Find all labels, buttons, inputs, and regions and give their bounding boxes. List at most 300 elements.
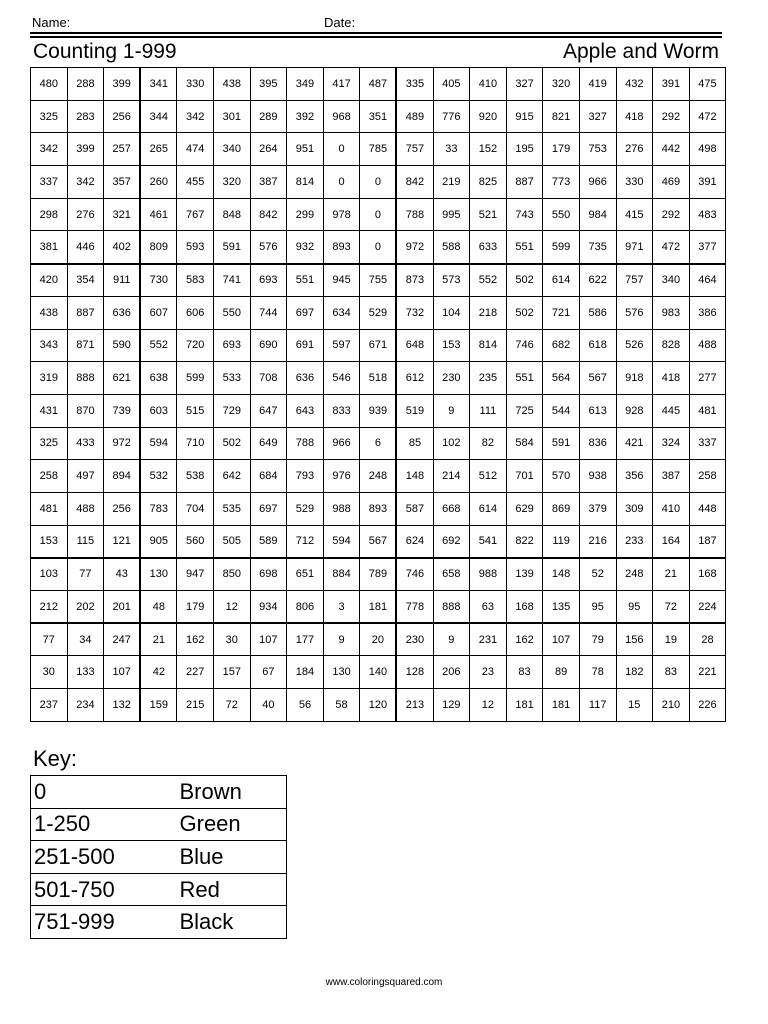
grid-cell[interactable]: 629: [506, 492, 543, 525]
grid-cell[interactable]: 77: [67, 558, 104, 591]
grid-cell[interactable]: 237: [31, 689, 68, 722]
grid-cell[interactable]: 735: [579, 231, 616, 264]
grid-cell[interactable]: 320: [213, 166, 250, 199]
grid-cell[interactable]: 153: [31, 525, 68, 558]
grid-cell[interactable]: 79: [579, 623, 616, 656]
grid-cell[interactable]: 83: [653, 656, 690, 689]
grid-cell[interactable]: 327: [579, 100, 616, 133]
grid-cell[interactable]: 234: [67, 689, 104, 722]
grid-cell[interactable]: 939: [360, 394, 397, 427]
grid-cell[interactable]: 330: [177, 68, 214, 101]
grid-cell[interactable]: 497: [67, 460, 104, 493]
grid-cell[interactable]: 34: [67, 623, 104, 656]
grid-cell[interactable]: 850: [213, 558, 250, 591]
grid-cell[interactable]: 767: [177, 198, 214, 231]
grid-cell[interactable]: 622: [579, 264, 616, 297]
grid-cell[interactable]: 248: [360, 460, 397, 493]
grid-cell[interactable]: 788: [287, 427, 324, 460]
grid-cell[interactable]: 521: [470, 198, 507, 231]
grid-cell[interactable]: 614: [543, 264, 580, 297]
grid-cell[interactable]: 576: [250, 231, 287, 264]
grid-cell[interactable]: 741: [213, 264, 250, 297]
grid-cell[interactable]: 6: [360, 427, 397, 460]
grid-cell[interactable]: 399: [67, 133, 104, 166]
grid-cell[interactable]: 187: [689, 525, 726, 558]
grid-cell[interactable]: 379: [579, 492, 616, 525]
grid-cell[interactable]: 168: [506, 591, 543, 624]
grid-cell[interactable]: 77: [31, 623, 68, 656]
grid-cell[interactable]: 349: [287, 68, 324, 101]
grid-cell[interactable]: 30: [31, 656, 68, 689]
grid-cell[interactable]: 415: [616, 198, 653, 231]
grid-cell[interactable]: 871: [67, 329, 104, 362]
grid-cell[interactable]: 335: [396, 68, 433, 101]
grid-cell[interactable]: 972: [396, 231, 433, 264]
grid-cell[interactable]: 642: [213, 460, 250, 493]
grid-cell[interactable]: 618: [579, 329, 616, 362]
grid-cell[interactable]: 984: [579, 198, 616, 231]
grid-cell[interactable]: 587: [396, 492, 433, 525]
grid-cell[interactable]: 573: [433, 264, 470, 297]
grid-cell[interactable]: 518: [360, 362, 397, 395]
grid-cell[interactable]: 809: [140, 231, 177, 264]
grid-cell[interactable]: 309: [616, 492, 653, 525]
grid-cell[interactable]: 260: [140, 166, 177, 199]
grid-cell[interactable]: 264: [250, 133, 287, 166]
grid-cell[interactable]: 104: [433, 296, 470, 329]
grid-cell[interactable]: 833: [323, 394, 360, 427]
grid-cell[interactable]: 340: [653, 264, 690, 297]
grid-cell[interactable]: 636: [104, 296, 141, 329]
grid-cell[interactable]: 647: [250, 394, 287, 427]
grid-cell[interactable]: 475: [689, 68, 726, 101]
grid-cell[interactable]: 63: [470, 591, 507, 624]
grid-cell[interactable]: 438: [213, 68, 250, 101]
grid-cell[interactable]: 612: [396, 362, 433, 395]
grid-cell[interactable]: 179: [543, 133, 580, 166]
grid-cell[interactable]: 102: [433, 427, 470, 460]
grid-cell[interactable]: 455: [177, 166, 214, 199]
grid-cell[interactable]: 9: [433, 623, 470, 656]
grid-cell[interactable]: 729: [213, 394, 250, 427]
grid-cell[interactable]: 633: [470, 231, 507, 264]
grid-cell[interactable]: 564: [543, 362, 580, 395]
grid-cell[interactable]: 757: [396, 133, 433, 166]
grid-cell[interactable]: 533: [213, 362, 250, 395]
grid-cell[interactable]: 693: [213, 329, 250, 362]
grid-cell[interactable]: 788: [396, 198, 433, 231]
grid-cell[interactable]: 214: [433, 460, 470, 493]
grid-cell[interactable]: 502: [213, 427, 250, 460]
grid-cell[interactable]: 256: [104, 492, 141, 525]
grid-cell[interactable]: 708: [250, 362, 287, 395]
grid-cell[interactable]: 589: [250, 525, 287, 558]
grid-cell[interactable]: 730: [140, 264, 177, 297]
grid-cell[interactable]: 945: [323, 264, 360, 297]
grid-cell[interactable]: 431: [31, 394, 68, 427]
grid-cell[interactable]: 442: [653, 133, 690, 166]
grid-cell[interactable]: 529: [287, 492, 324, 525]
grid-cell[interactable]: 218: [470, 296, 507, 329]
grid-cell[interactable]: 586: [579, 296, 616, 329]
grid-cell[interactable]: 133: [67, 656, 104, 689]
grid-cell[interactable]: 893: [360, 492, 397, 525]
grid-cell[interactable]: 418: [653, 362, 690, 395]
grid-cell[interactable]: 23: [470, 656, 507, 689]
grid-cell[interactable]: 870: [67, 394, 104, 427]
grid-cell[interactable]: 551: [506, 362, 543, 395]
grid-cell[interactable]: 778: [396, 591, 433, 624]
grid-cell[interactable]: 235: [470, 362, 507, 395]
grid-cell[interactable]: 391: [653, 68, 690, 101]
grid-cell[interactable]: 153: [433, 329, 470, 362]
grid-cell[interactable]: 85: [396, 427, 433, 460]
grid-cell[interactable]: 743: [506, 198, 543, 231]
grid-cell[interactable]: 684: [250, 460, 287, 493]
grid-cell[interactable]: 814: [287, 166, 324, 199]
grid-cell[interactable]: 535: [213, 492, 250, 525]
grid-cell[interactable]: 712: [287, 525, 324, 558]
grid-cell[interactable]: 651: [287, 558, 324, 591]
grid-cell[interactable]: 884: [323, 558, 360, 591]
grid-cell[interactable]: 421: [616, 427, 653, 460]
grid-cell[interactable]: 951: [287, 133, 324, 166]
grid-cell[interactable]: 0: [323, 133, 360, 166]
grid-cell[interactable]: 117: [579, 689, 616, 722]
grid-cell[interactable]: 181: [360, 591, 397, 624]
grid-cell[interactable]: 438: [31, 296, 68, 329]
grid-cell[interactable]: 614: [470, 492, 507, 525]
grid-cell[interactable]: 821: [543, 100, 580, 133]
grid-cell[interactable]: 405: [433, 68, 470, 101]
grid-cell[interactable]: 258: [31, 460, 68, 493]
grid-cell[interactable]: 480: [31, 68, 68, 101]
grid-cell[interactable]: 3: [323, 591, 360, 624]
grid-cell[interactable]: 0: [360, 198, 397, 231]
grid-cell[interactable]: 783: [140, 492, 177, 525]
grid-cell[interactable]: 502: [506, 296, 543, 329]
grid-cell[interactable]: 33: [433, 133, 470, 166]
grid-cell[interactable]: 330: [616, 166, 653, 199]
grid-cell[interactable]: 690: [250, 329, 287, 362]
grid-cell[interactable]: 215: [177, 689, 214, 722]
grid-cell[interactable]: 519: [396, 394, 433, 427]
grid-cell[interactable]: 417: [323, 68, 360, 101]
grid-cell[interactable]: 21: [140, 623, 177, 656]
grid-cell[interactable]: 971: [616, 231, 653, 264]
grid-cell[interactable]: 103: [31, 558, 68, 591]
grid-cell[interactable]: 20: [360, 623, 397, 656]
grid-cell[interactable]: 48: [140, 591, 177, 624]
grid-cell[interactable]: 448: [689, 492, 726, 525]
grid-cell[interactable]: 697: [250, 492, 287, 525]
grid-cell[interactable]: 515: [177, 394, 214, 427]
grid-cell[interactable]: 157: [213, 656, 250, 689]
grid-cell[interactable]: 320: [543, 68, 580, 101]
grid-cell[interactable]: 148: [396, 460, 433, 493]
grid-cell[interactable]: 210: [653, 689, 690, 722]
grid-cell[interactable]: 256: [104, 100, 141, 133]
grid-cell[interactable]: 710: [177, 427, 214, 460]
grid-cell[interactable]: 230: [396, 623, 433, 656]
grid-cell[interactable]: 648: [396, 329, 433, 362]
grid-cell[interactable]: 546: [323, 362, 360, 395]
grid-cell[interactable]: 658: [433, 558, 470, 591]
grid-cell[interactable]: 567: [579, 362, 616, 395]
grid-cell[interactable]: 28: [689, 623, 726, 656]
grid-cell[interactable]: 822: [506, 525, 543, 558]
grid-cell[interactable]: 181: [506, 689, 543, 722]
grid-cell[interactable]: 721: [543, 296, 580, 329]
grid-cell[interactable]: 532: [140, 460, 177, 493]
grid-cell[interactable]: 337: [31, 166, 68, 199]
grid-cell[interactable]: 0: [323, 166, 360, 199]
grid-cell[interactable]: 529: [360, 296, 397, 329]
grid-cell[interactable]: 130: [140, 558, 177, 591]
grid-cell[interactable]: 132: [104, 689, 141, 722]
grid-cell[interactable]: 873: [396, 264, 433, 297]
grid-cell[interactable]: 932: [287, 231, 324, 264]
grid-cell[interactable]: 550: [543, 198, 580, 231]
grid-cell[interactable]: 325: [31, 100, 68, 133]
grid-cell[interactable]: 233: [616, 525, 653, 558]
grid-cell[interactable]: 342: [67, 166, 104, 199]
grid-cell[interactable]: 43: [104, 558, 141, 591]
grid-cell[interactable]: 552: [470, 264, 507, 297]
grid-cell[interactable]: 301: [213, 100, 250, 133]
grid-cell[interactable]: 894: [104, 460, 141, 493]
grid-cell[interactable]: 814: [470, 329, 507, 362]
grid-cell[interactable]: 461: [140, 198, 177, 231]
grid-cell[interactable]: 995: [433, 198, 470, 231]
grid-cell[interactable]: 911: [104, 264, 141, 297]
grid-cell[interactable]: 806: [287, 591, 324, 624]
grid-cell[interactable]: 292: [653, 100, 690, 133]
grid-cell[interactable]: 213: [396, 689, 433, 722]
grid-cell[interactable]: 179: [177, 591, 214, 624]
grid-cell[interactable]: 671: [360, 329, 397, 362]
grid-cell[interactable]: 446: [67, 231, 104, 264]
grid-cell[interactable]: 276: [616, 133, 653, 166]
grid-cell[interactable]: 177: [287, 623, 324, 656]
grid-cell[interactable]: 248: [616, 558, 653, 591]
grid-cell[interactable]: 505: [213, 525, 250, 558]
grid-cell[interactable]: 181: [543, 689, 580, 722]
grid-cell[interactable]: 111: [470, 394, 507, 427]
grid-cell[interactable]: 292: [653, 198, 690, 231]
grid-cell[interactable]: 224: [689, 591, 726, 624]
grid-cell[interactable]: 231: [470, 623, 507, 656]
grid-cell[interactable]: 0: [360, 231, 397, 264]
grid-cell[interactable]: 289: [250, 100, 287, 133]
grid-cell[interactable]: 599: [543, 231, 580, 264]
grid-cell[interactable]: 599: [177, 362, 214, 395]
grid-cell[interactable]: 21: [653, 558, 690, 591]
grid-cell[interactable]: 552: [140, 329, 177, 362]
grid-cell[interactable]: 321: [104, 198, 141, 231]
grid-cell[interactable]: 52: [579, 558, 616, 591]
grid-cell[interactable]: 418: [616, 100, 653, 133]
grid-cell[interactable]: 327: [506, 68, 543, 101]
grid-cell[interactable]: 0: [360, 166, 397, 199]
grid-cell[interactable]: 472: [653, 231, 690, 264]
grid-cell[interactable]: 469: [653, 166, 690, 199]
grid-cell[interactable]: 978: [323, 198, 360, 231]
grid-cell[interactable]: 156: [616, 623, 653, 656]
grid-cell[interactable]: 550: [213, 296, 250, 329]
grid-cell[interactable]: 277: [689, 362, 726, 395]
grid-cell[interactable]: 95: [579, 591, 616, 624]
grid-cell[interactable]: 692: [433, 525, 470, 558]
grid-cell[interactable]: 206: [433, 656, 470, 689]
grid-cell[interactable]: 576: [616, 296, 653, 329]
grid-cell[interactable]: 67: [250, 656, 287, 689]
grid-cell[interactable]: 182: [616, 656, 653, 689]
grid-cell[interactable]: 488: [689, 329, 726, 362]
grid-cell[interactable]: 58: [323, 689, 360, 722]
grid-cell[interactable]: 283: [67, 100, 104, 133]
grid-cell[interactable]: 381: [31, 231, 68, 264]
grid-cell[interactable]: 541: [470, 525, 507, 558]
grid-cell[interactable]: 934: [250, 591, 287, 624]
grid-cell[interactable]: 42: [140, 656, 177, 689]
grid-cell[interactable]: 344: [140, 100, 177, 133]
grid-cell[interactable]: 120: [360, 689, 397, 722]
grid-cell[interactable]: 299: [287, 198, 324, 231]
grid-cell[interactable]: 342: [31, 133, 68, 166]
grid-cell[interactable]: 888: [67, 362, 104, 395]
grid-cell[interactable]: 502: [506, 264, 543, 297]
grid-cell[interactable]: 216: [579, 525, 616, 558]
grid-cell[interactable]: 258: [689, 460, 726, 493]
grid-cell[interactable]: 983: [653, 296, 690, 329]
grid-cell[interactable]: 420: [31, 264, 68, 297]
grid-cell[interactable]: 590: [104, 329, 141, 362]
grid-cell[interactable]: 682: [543, 329, 580, 362]
grid-cell[interactable]: 613: [579, 394, 616, 427]
grid-cell[interactable]: 697: [287, 296, 324, 329]
grid-cell[interactable]: 354: [67, 264, 104, 297]
grid-cell[interactable]: 121: [104, 525, 141, 558]
grid-cell[interactable]: 168: [689, 558, 726, 591]
grid-cell[interactable]: 164: [653, 525, 690, 558]
grid-cell[interactable]: 607: [140, 296, 177, 329]
grid-cell[interactable]: 551: [506, 231, 543, 264]
grid-cell[interactable]: 30: [213, 623, 250, 656]
grid-cell[interactable]: 227: [177, 656, 214, 689]
grid-cell[interactable]: 78: [579, 656, 616, 689]
grid-cell[interactable]: 869: [543, 492, 580, 525]
grid-cell[interactable]: 219: [433, 166, 470, 199]
grid-cell[interactable]: 836: [579, 427, 616, 460]
grid-cell[interactable]: 276: [67, 198, 104, 231]
grid-cell[interactable]: 257: [104, 133, 141, 166]
grid-cell[interactable]: 597: [323, 329, 360, 362]
grid-cell[interactable]: 357: [104, 166, 141, 199]
grid-cell[interactable]: 15: [616, 689, 653, 722]
grid-cell[interactable]: 947: [177, 558, 214, 591]
grid-cell[interactable]: 887: [506, 166, 543, 199]
grid-cell[interactable]: 395: [250, 68, 287, 101]
grid-cell[interactable]: 351: [360, 100, 397, 133]
grid-cell[interactable]: 624: [396, 525, 433, 558]
grid-cell[interactable]: 825: [470, 166, 507, 199]
grid-cell[interactable]: 135: [543, 591, 580, 624]
grid-cell[interactable]: 789: [360, 558, 397, 591]
grid-cell[interactable]: 341: [140, 68, 177, 101]
grid-cell[interactable]: 828: [653, 329, 690, 362]
grid-cell[interactable]: 588: [433, 231, 470, 264]
grid-cell[interactable]: 119: [543, 525, 580, 558]
grid-cell[interactable]: 725: [506, 394, 543, 427]
grid-cell[interactable]: 920: [470, 100, 507, 133]
grid-cell[interactable]: 972: [104, 427, 141, 460]
grid-cell[interactable]: 342: [177, 100, 214, 133]
grid-cell[interactable]: 691: [287, 329, 324, 362]
grid-cell[interactable]: 419: [579, 68, 616, 101]
grid-cell[interactable]: 343: [31, 329, 68, 362]
grid-cell[interactable]: 152: [470, 133, 507, 166]
grid-cell[interactable]: 966: [323, 427, 360, 460]
grid-cell[interactable]: 594: [323, 525, 360, 558]
grid-cell[interactable]: 337: [689, 427, 726, 460]
grid-cell[interactable]: 12: [470, 689, 507, 722]
grid-cell[interactable]: 773: [543, 166, 580, 199]
grid-cell[interactable]: 386: [689, 296, 726, 329]
grid-cell[interactable]: 377: [689, 231, 726, 264]
grid-cell[interactable]: 9: [323, 623, 360, 656]
grid-cell[interactable]: 481: [31, 492, 68, 525]
grid-cell[interactable]: 464: [689, 264, 726, 297]
grid-cell[interactable]: 140: [360, 656, 397, 689]
grid-cell[interactable]: 746: [506, 329, 543, 362]
grid-cell[interactable]: 643: [287, 394, 324, 427]
grid-cell[interactable]: 483: [689, 198, 726, 231]
grid-cell[interactable]: 636: [287, 362, 324, 395]
grid-cell[interactable]: 324: [653, 427, 690, 460]
grid-cell[interactable]: 340: [213, 133, 250, 166]
grid-cell[interactable]: 489: [396, 100, 433, 133]
grid-cell[interactable]: 159: [140, 689, 177, 722]
grid-cell[interactable]: 668: [433, 492, 470, 525]
grid-cell[interactable]: 720: [177, 329, 214, 362]
grid-cell[interactable]: 12: [213, 591, 250, 624]
grid-cell[interactable]: 472: [689, 100, 726, 133]
grid-cell[interactable]: 195: [506, 133, 543, 166]
grid-cell[interactable]: 698: [250, 558, 287, 591]
grid-cell[interactable]: 226: [689, 689, 726, 722]
grid-cell[interactable]: 732: [396, 296, 433, 329]
grid-cell[interactable]: 391: [689, 166, 726, 199]
grid-cell[interactable]: 512: [470, 460, 507, 493]
grid-cell[interactable]: 162: [506, 623, 543, 656]
grid-cell[interactable]: 387: [653, 460, 690, 493]
grid-cell[interactable]: 888: [433, 591, 470, 624]
grid-cell[interactable]: 298: [31, 198, 68, 231]
grid-cell[interactable]: 915: [506, 100, 543, 133]
grid-cell[interactable]: 387: [250, 166, 287, 199]
grid-cell[interactable]: 184: [287, 656, 324, 689]
grid-cell[interactable]: 162: [177, 623, 214, 656]
grid-cell[interactable]: 410: [653, 492, 690, 525]
grid-cell[interactable]: 487: [360, 68, 397, 101]
grid-cell[interactable]: 538: [177, 460, 214, 493]
grid-cell[interactable]: 560: [177, 525, 214, 558]
grid-cell[interactable]: 753: [579, 133, 616, 166]
grid-cell[interactable]: 230: [433, 362, 470, 395]
grid-cell[interactable]: 83: [506, 656, 543, 689]
grid-cell[interactable]: 649: [250, 427, 287, 460]
